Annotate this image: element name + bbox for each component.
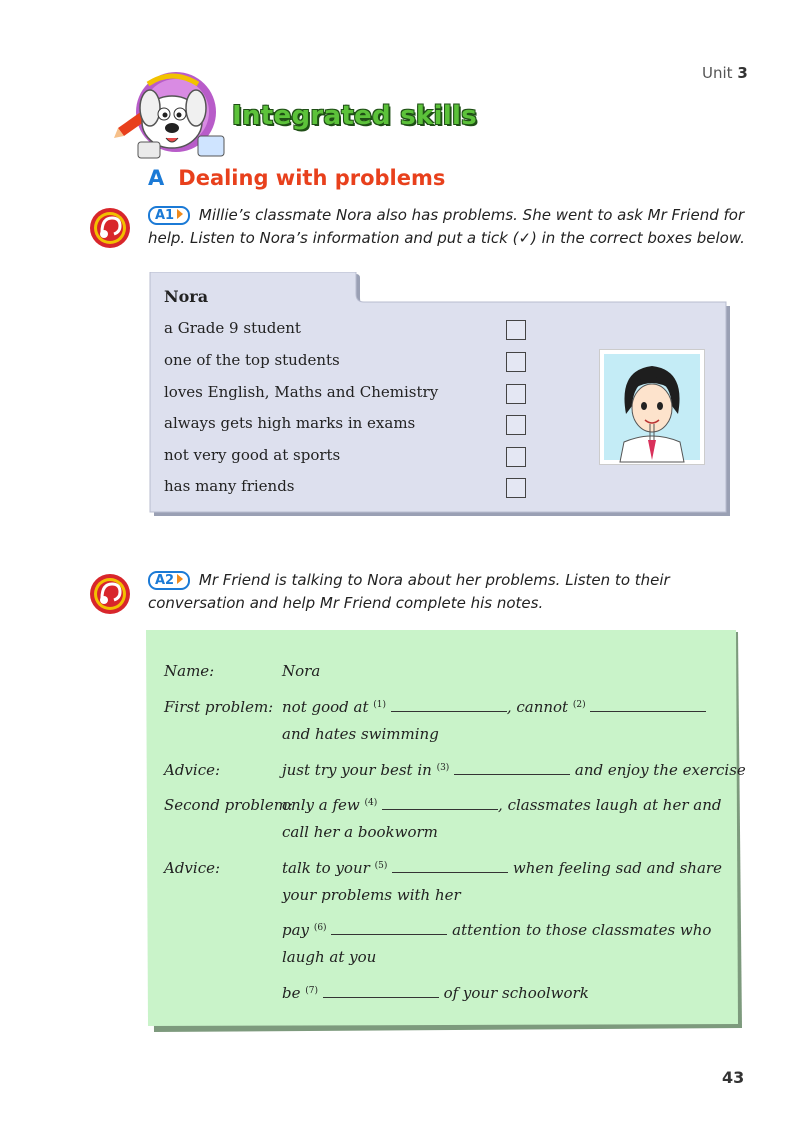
blank-2[interactable] [590, 698, 706, 712]
advice-2-line-2: your problems with her [282, 886, 461, 904]
nora-item-3: loves English, Maths and Chemistry [164, 383, 439, 401]
blank-6[interactable] [331, 921, 447, 935]
blank-7[interactable] [323, 984, 439, 998]
a1-tag: A1 [148, 206, 190, 225]
tick-box-4[interactable] [506, 415, 526, 435]
dog-mascot-icon [112, 68, 230, 164]
nora-item-6: has many friends [164, 477, 295, 495]
nora-item-4: always gets high marks in exams [164, 414, 416, 432]
nora-item-1: a Grade 9 student [164, 319, 301, 337]
a2-instruction-block [148, 569, 748, 615]
advice-1-label: Advice: [164, 761, 221, 779]
section-a-heading [148, 166, 445, 190]
mr-friend-notes [146, 630, 744, 1032]
advice-2-line: talk to your $^{(5)}$ when feeling sad and share [282, 859, 722, 877]
a2-tag: A2 [148, 571, 190, 590]
blank-3[interactable] [454, 761, 570, 775]
listening-icon [88, 572, 132, 616]
a1-instruction-block [148, 204, 748, 250]
second-problem-label: Second problem: [164, 796, 293, 814]
first-problem-label: First problem: [164, 698, 274, 716]
section-title: Integrated skills [232, 101, 478, 131]
tick-box-6[interactable] [506, 478, 526, 498]
listening-icon [88, 206, 132, 250]
blank-1[interactable] [391, 698, 507, 712]
notes-name-value: Nora [282, 662, 321, 680]
nora-item-5: not very good at sports [164, 446, 341, 464]
pay-line-2: laugh at you [282, 948, 377, 966]
nora-portrait [599, 349, 705, 465]
pay-line: pay $^{(6)}$ attention to those classmates who [282, 921, 712, 939]
section-letter: A [148, 166, 165, 190]
tick-box-1[interactable] [506, 320, 526, 340]
blank-4[interactable] [382, 796, 498, 810]
unit-label: Unit 3 [702, 64, 748, 82]
page-number: 43 [722, 1068, 745, 1087]
tick-box-5[interactable] [506, 447, 526, 467]
nora-name: Nora [164, 287, 209, 306]
blank-5[interactable] [392, 859, 508, 873]
first-problem-line: not good at $^{(1)}$ , cannot $^{(2)}$ [282, 698, 706, 716]
a2-instruction: Mr Friend is talking to Nora about her problems. Listen to their conversation and help Mr Friend complete his notes. [148, 571, 670, 612]
first-problem-line-2: and hates swimming [282, 725, 439, 743]
notes-name-label: Name: [164, 662, 215, 680]
a1-instruction: Millie’s classmate Nora also has problems. She went to ask Mr Friend for help. Listen to Nora’s information and put a tick (✓) in the correct boxes below. [148, 206, 745, 247]
advice-1-line: just try your best in $^{(3)}$ and enjoy the exercise [282, 761, 746, 779]
tick-box-3[interactable] [506, 384, 526, 404]
second-problem-line: only a few $^{(4)}$ , classmates laugh at her and [282, 796, 722, 814]
section-a-title: Dealing with problems [178, 166, 446, 190]
advice-2-label: Advice: [164, 859, 221, 877]
tick-box-2[interactable] [506, 352, 526, 372]
second-problem-line-2: call her a bookworm [282, 823, 438, 841]
be-line: be $^{(7)}$ of your schoolwork [282, 984, 589, 1002]
nora-item-2: one of the top students [164, 351, 340, 369]
